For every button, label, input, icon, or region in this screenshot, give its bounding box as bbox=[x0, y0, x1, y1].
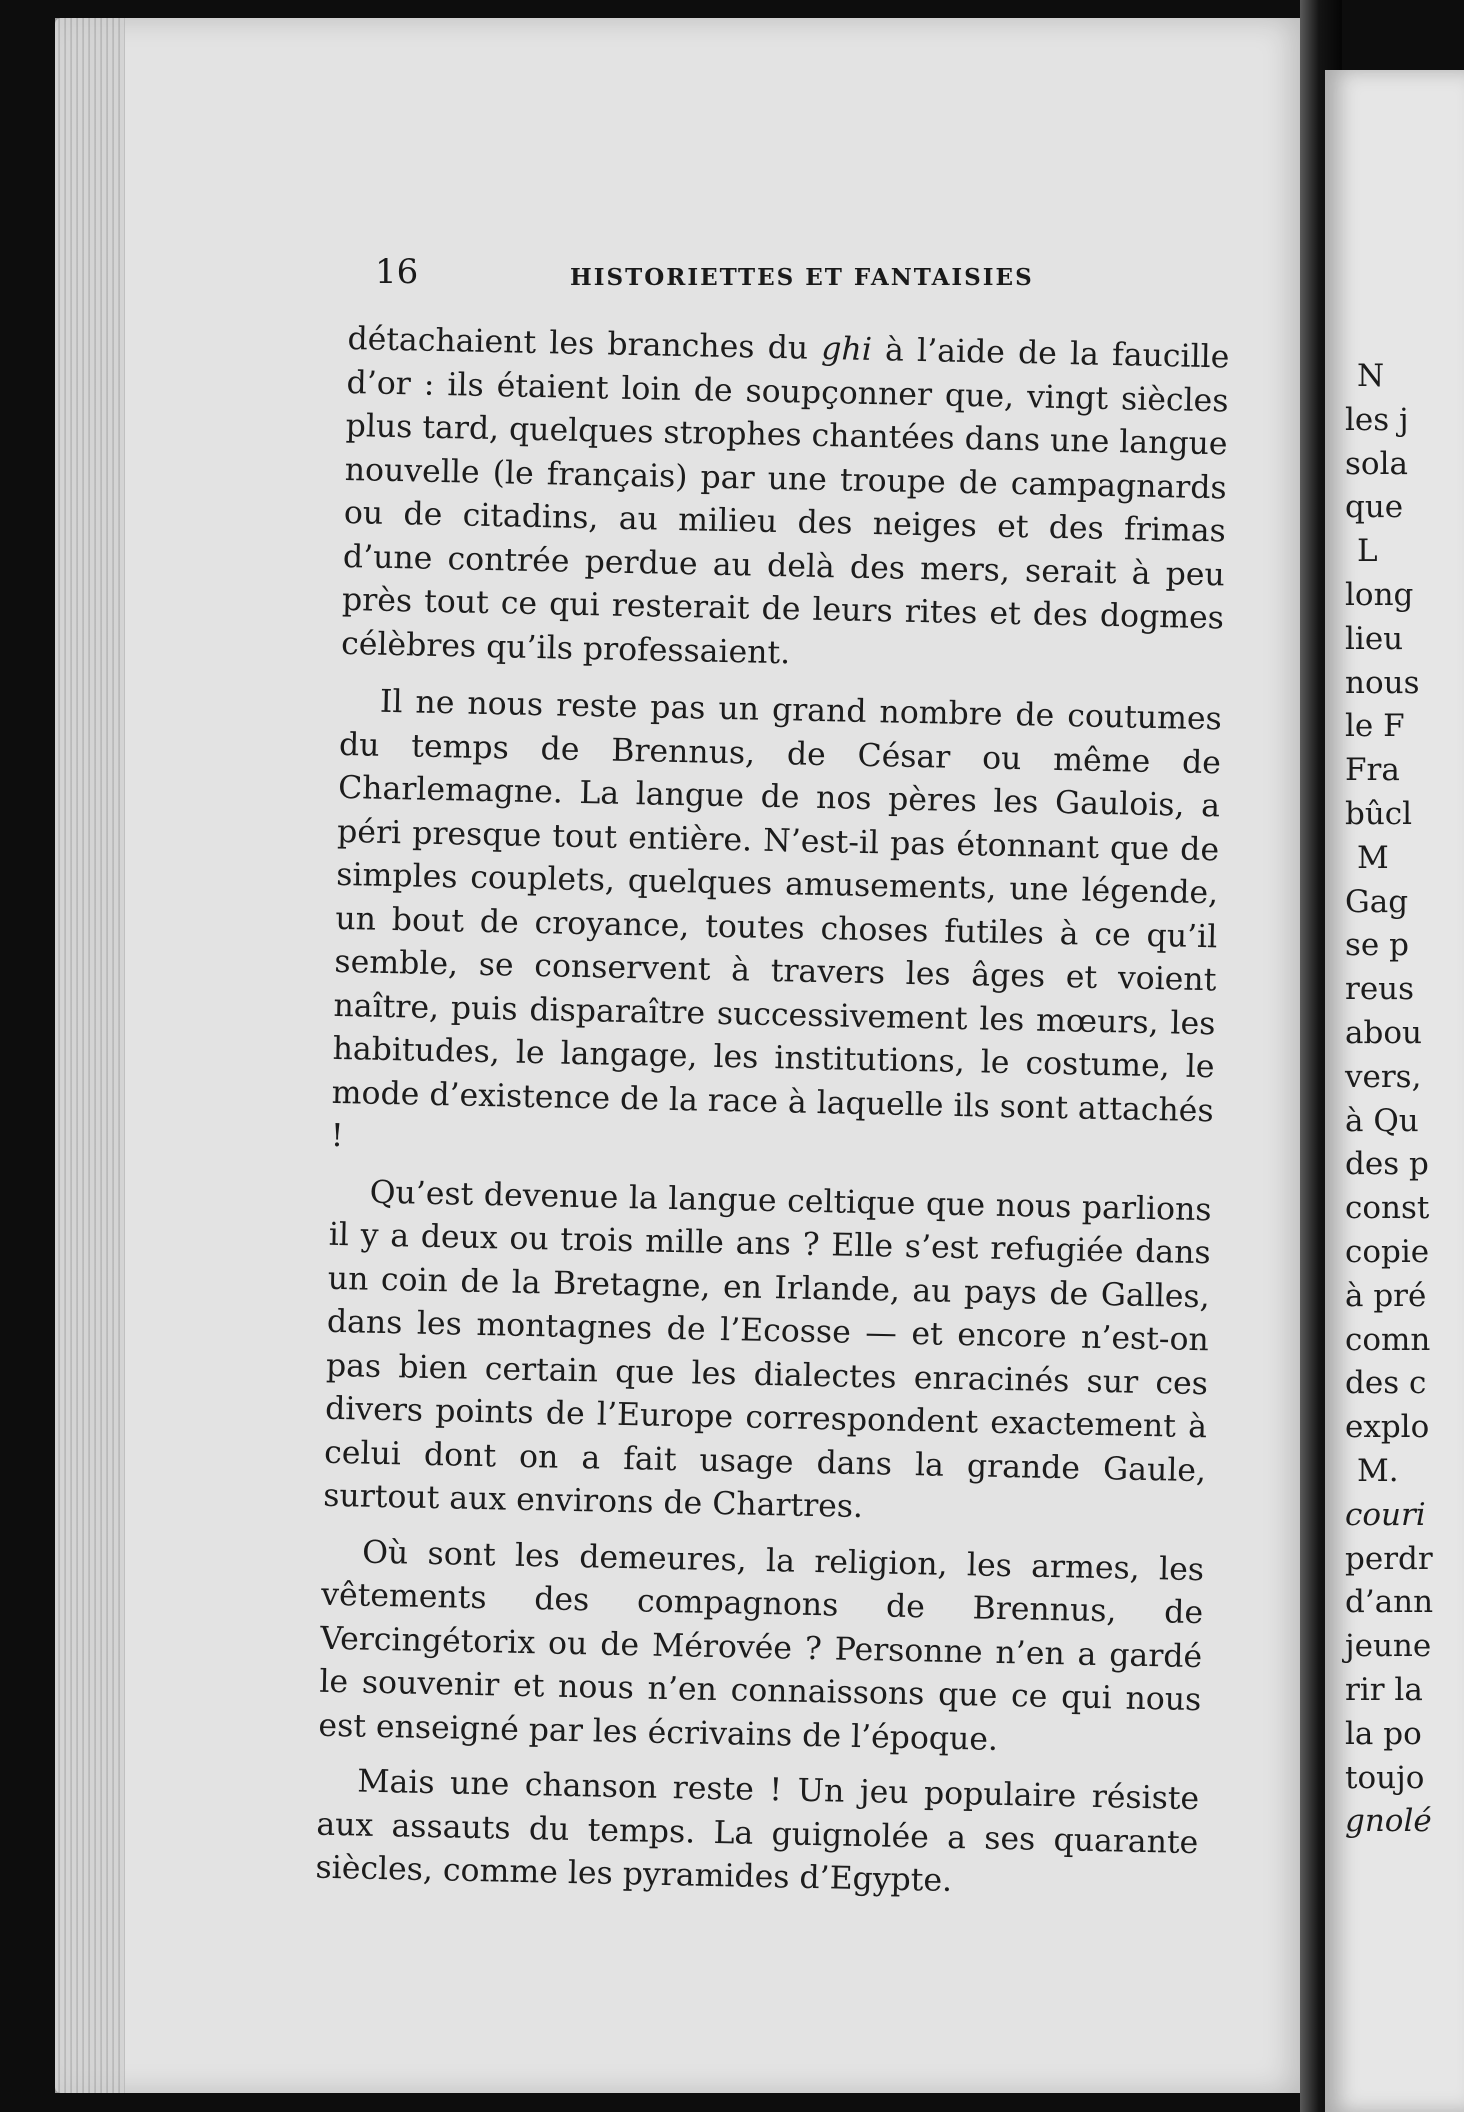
paragraph-1 bbox=[341, 318, 1230, 684]
facing-page-line: Gag bbox=[1345, 883, 1409, 920]
facing-page-line: des p bbox=[1345, 1146, 1429, 1183]
facing-page-line: abou bbox=[1345, 1014, 1422, 1051]
italic-word-ghi: ghi bbox=[820, 330, 873, 368]
facing-page-line: nous bbox=[1345, 664, 1420, 701]
paragraph-5: Mais une chanson reste ! Un jeu populaire résiste aux assauts du temps. La guignolée a ses quarante siècles, comme les pyramides d’Egypte. bbox=[315, 1763, 1200, 1899]
paragraph-4: Où sont les demeures, la religion, les armes, les vêtements des compagnons de Brennus, de Vercingétorix ou de Mérovée ? Personne n’en a gardé le souvenir et nous n’en connaissons que ce qui nous est enseigné par les écrivains de l’époque. bbox=[318, 1534, 1205, 1758]
paragraph-3: Qu’est devenue la langue celtique que nous parlions il y a deux ou trois mille ans ? Elle s’est refugiée dans un coin de la Bretagne, en Irlande, au pays de Galles, dans les montagnes de l’Ecosse — et encore n’est-on pas bien certain que les dialectes enracinés sur ces divers points de l’Europe correspondent exactement à celui dont on a fait usage dans la grande Gaule, surtout aux environs de Chartres. bbox=[322, 1174, 1212, 1526]
facing-page bbox=[1325, 70, 1464, 2112]
facing-page-line: reus bbox=[1345, 971, 1415, 1008]
facing-page-line: à pré bbox=[1345, 1277, 1427, 1314]
facing-page-line: N bbox=[1357, 358, 1385, 394]
facing-page-line: comn bbox=[1345, 1321, 1431, 1358]
facing-page-line: L bbox=[1357, 533, 1378, 570]
facing-page-lines bbox=[1345, 355, 1464, 1844]
facing-page-line: gnolé bbox=[1345, 1803, 1432, 1840]
facing-page-line: copie bbox=[1345, 1233, 1430, 1270]
facing-page-line: perdr bbox=[1345, 1540, 1433, 1577]
facing-page-line: lieu bbox=[1345, 620, 1404, 657]
facing-page-line: vers, bbox=[1345, 1058, 1422, 1095]
page-header bbox=[375, 252, 1255, 302]
facing-page-line: toujo bbox=[1345, 1759, 1425, 1796]
facing-page-line: des c bbox=[1345, 1365, 1427, 1402]
facing-page-line: M. bbox=[1357, 1452, 1399, 1489]
facing-page-line: d’ann bbox=[1345, 1584, 1434, 1621]
paragraph-1-rest: à l’aide de la faucille d’or : ils étaient loin de soupçonner que, vingt siècles plus tard, quelques strophes chantées dans une langue nouvelle (le français) par une troupe de campagnards ou de citadins, au milieu des neiges et des frimas d’une contrée perdue au delà des mers, serait à peu près tout ce qui resterait de leurs rites et des dogmes célèbres qu’ils professaient. bbox=[340, 331, 1230, 671]
facing-page-line: explo bbox=[1345, 1409, 1430, 1446]
facing-page-line: le F bbox=[1345, 708, 1405, 745]
facing-page-line: jeune bbox=[1345, 1628, 1432, 1665]
facing-page-line: que bbox=[1345, 489, 1404, 526]
facing-page-line: se p bbox=[1345, 927, 1409, 964]
facing-page-line: la po bbox=[1345, 1715, 1422, 1752]
page-number: 16 bbox=[375, 252, 419, 292]
facing-page-line: bûcl bbox=[1345, 795, 1413, 832]
page-edges bbox=[55, 18, 125, 2093]
facing-page-line: Fra bbox=[1345, 752, 1400, 789]
running-title: HISTORIETTES ET FANTAISIES bbox=[570, 264, 1034, 291]
facing-page-line: les j bbox=[1345, 401, 1409, 438]
facing-page-line: M bbox=[1357, 839, 1389, 876]
facing-page-line: long bbox=[1345, 576, 1414, 613]
facing-page-line: couri bbox=[1345, 1496, 1426, 1533]
paragraph-1-start: détachaient les branches du bbox=[347, 320, 822, 367]
facing-page-line: sola bbox=[1345, 445, 1408, 482]
facing-page-line: rir la bbox=[1345, 1671, 1423, 1708]
facing-page-line: à Qu bbox=[1345, 1102, 1419, 1139]
paragraph-2: Il ne nous reste pas un grand nombre de coutumes du temps de Brennus, de César ou même de Charlemagne. La langue de nos pères les Gaulois, a péri presque tout entière. N’est-il pas étonnant que de simples couplets, quelques amusements, une légende, un bout de croyance, toutes choses futiles à ce qu’il semble, se conservent à travers les âges et voient naître, puis disparaître successivement les mœurs, les habitudes, le langage, les institutions, le costume, le mode d’existence de la race à laquelle ils sont attachés ! bbox=[330, 683, 1223, 1155]
facing-page-line: const bbox=[1345, 1190, 1430, 1227]
body-text bbox=[315, 318, 1230, 1921]
